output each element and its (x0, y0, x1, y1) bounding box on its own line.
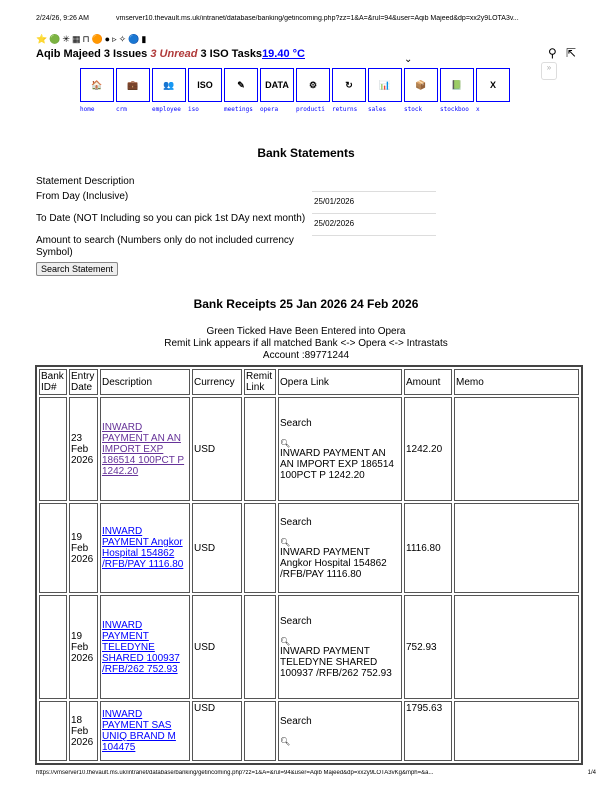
description-link[interactable]: INWARD PAYMENT TELEDYNE SHARED 100937 /RFB/262 752.93 (102, 619, 180, 675)
currency-cell: USD (192, 595, 242, 699)
unread-count[interactable]: 3 (150, 48, 157, 60)
nav-label[interactable]: crm (116, 106, 127, 113)
description-link[interactable]: INWARD PAYMENT AN AN IMPORT EXP 186514 100PCT P 1242.20 (102, 421, 185, 477)
footer-url: https://vmserver10.thevault.ms.uk/intranet/database/banking/getincoming.php?zz=1&A=&rul=94&user=Aqib Majeed&dp=xx2y9LOTA3vKg&mph=&a... (36, 770, 434, 776)
print-footer (36, 770, 596, 776)
user-name: Aqib Majeed (36, 48, 101, 60)
expand-icon[interactable]: » (541, 62, 557, 80)
table-row (39, 397, 579, 501)
receipts-table (35, 365, 583, 765)
col-entry-date: Entry Date (69, 369, 98, 395)
page-title: Bank Statements (257, 146, 355, 160)
nav-label[interactable]: stock (404, 106, 423, 113)
opera-link-cell (278, 595, 402, 699)
issues-link[interactable]: 3 Issues (103, 48, 148, 60)
bank-id-cell (39, 397, 67, 501)
description-label: Statement Description (36, 176, 135, 187)
description-link[interactable]: INWARD PAYMENT SAS UNIQ BRAND M 104475 (102, 709, 176, 753)
entry-date-cell: 23 Feb 2026 (69, 397, 98, 501)
search-link[interactable]: Search (280, 615, 312, 627)
note-green-ticked: Green Ticked Have Been Entered into Opera (206, 326, 406, 337)
col-remit-link: Remit Link (244, 369, 276, 395)
stock-icon[interactable]: 📦 (404, 68, 438, 102)
nav-item-employee[interactable] (152, 68, 186, 113)
nav-item-producti[interactable] (296, 68, 330, 113)
bank-id-cell (39, 701, 67, 761)
to-date-label: To Date (NOT Including so you can pick 1st DAy next month) (36, 213, 306, 224)
description-cell (100, 701, 190, 761)
nav-item-meetings[interactable] (224, 68, 258, 113)
description-cell (100, 503, 190, 593)
col-memo: Memo (454, 369, 579, 395)
description-link[interactable]: INWARD PAYMENT Angkor Hospital 154862 /RFB/PAY 1116.80 (102, 526, 184, 570)
amount-cell: 1116.80 (404, 503, 452, 593)
unread-label[interactable]: Unread (159, 48, 198, 60)
x-icon[interactable]: X (476, 68, 510, 102)
nav-item-iso[interactable] (188, 68, 222, 113)
nav-label[interactable]: stockboo (440, 106, 469, 113)
bank-id-cell (39, 503, 67, 593)
currency-cell: USD (192, 701, 242, 761)
amount-label: Amount to search (Numbers only do not included currency Symbol) (36, 235, 294, 258)
nav-label[interactable]: meetings (224, 106, 253, 113)
user-bar (36, 48, 305, 60)
receipts-title: Bank Receipts 25 Jan 2026 24 Feb 2026 (193, 297, 419, 311)
search-link[interactable]: Search (280, 417, 312, 429)
nav-label[interactable]: employee (152, 106, 181, 113)
nav-label[interactable]: sales (368, 106, 387, 113)
magnifier-icon[interactable]: 🔍︎ (280, 438, 291, 448)
col-amount: Amount (404, 369, 452, 395)
magnifier-icon[interactable]: 🔍︎ (280, 537, 291, 547)
from-day-label: From Day (Inclusive) (36, 191, 129, 202)
amount-cell: 1795.63 (404, 701, 452, 761)
description-cell (100, 595, 190, 699)
col-opera-link: Opera Link (278, 369, 402, 395)
magnifier-icon[interactable]: 🔍︎ (280, 737, 291, 746)
opera-text: INWARD PAYMENT AN AN IMPORT EXP 186514 100PCT P 1242.20 (280, 447, 394, 481)
search-link[interactable]: Search (280, 516, 312, 528)
remit-link-cell (244, 397, 276, 501)
iso-tasks-link[interactable]: 3 ISO Tasks (200, 48, 263, 60)
open-external-icon[interactable]: ⇱ (566, 46, 577, 60)
amount-input[interactable] (312, 235, 436, 254)
bookmark-icons: ⭐🟢✳▦⊓🟠●▹✧🔵▮ (36, 34, 149, 44)
bank-id-cell (39, 595, 67, 699)
search-statement-button[interactable]: Search Statement (36, 262, 118, 276)
stockboo-icon[interactable]: 📗 (440, 68, 474, 102)
nav-item-crm[interactable] (116, 68, 150, 113)
entry-date-cell: 19 Feb 2026 (69, 595, 98, 699)
search-icon[interactable]: ⚲ (548, 46, 557, 60)
nav-item-opera[interactable] (260, 68, 294, 113)
col-description: Description (100, 369, 190, 395)
nav-label[interactable]: x (476, 106, 480, 113)
opera-link-cell (278, 397, 402, 501)
entry-date-cell: 19 Feb 2026 (69, 503, 98, 593)
opera-link-cell (278, 701, 402, 761)
table-row (39, 503, 579, 593)
meetings-icon[interactable]: ✎ (224, 68, 258, 102)
memo-cell[interactable] (454, 503, 579, 593)
magnifier-icon[interactable]: 🔍︎ (280, 636, 291, 646)
temperature-link[interactable]: 19.40 °C (262, 48, 305, 60)
opera-text: INWARD PAYMENT Angkor Hospital 154862 /RFB/PAY 1116.80 (280, 546, 387, 580)
col-bank-id: Bank ID# (39, 369, 67, 395)
notes (0, 326, 612, 362)
entry-date-cell: 18 Feb 2026 (69, 701, 98, 761)
opera-link-cell (278, 503, 402, 593)
amount-cell: 1242.20 (404, 397, 452, 501)
nav-label[interactable]: producti (296, 106, 325, 113)
nav-bar (80, 68, 510, 113)
table-row (39, 701, 579, 761)
memo-cell[interactable] (454, 701, 579, 761)
currency-cell: USD (192, 397, 242, 501)
description-cell (100, 397, 190, 501)
note-remit-link: Remit Link appears if all matched Bank <-> Opera <-> Intrastats (164, 338, 448, 349)
nav-label[interactable]: opera (260, 106, 279, 113)
opera-icon[interactable]: DATA (260, 68, 294, 102)
chevron-down-icon[interactable]: ⌄ (404, 54, 413, 65)
account-number: Account :89771244 (262, 350, 350, 361)
crm-icon[interactable]: 💼 (116, 68, 150, 102)
producti-icon[interactable]: ⚙ (296, 68, 330, 102)
page-number: 1/4 (587, 770, 596, 776)
remit-link-cell (244, 701, 276, 761)
amount-cell: 752.93 (404, 595, 452, 699)
remit-link-cell (244, 503, 276, 593)
iso-icon[interactable]: ISO (188, 68, 222, 102)
nav-item-stockboo[interactable] (440, 68, 474, 113)
nav-item-stock[interactable] (404, 68, 438, 113)
home-icon[interactable]: 🏠 (80, 68, 114, 102)
print-url: vmserver10.thevault.ms.uk/intranet/database/banking/getincoming.php?zz=1&A=&rul=94&user=Aqib Majeed&dp=xx2y9LOTA3v... (116, 15, 519, 22)
nav-item-home[interactable] (80, 68, 114, 113)
search-link[interactable]: Search (280, 716, 312, 727)
sales-icon[interactable]: 📊 (368, 68, 402, 102)
col-currency: Currency (192, 369, 242, 395)
to-date-input[interactable] (312, 213, 436, 232)
nav-label[interactable]: returns (332, 106, 358, 113)
nav-label[interactable]: iso (188, 106, 199, 113)
employee-icon[interactable]: 👥 (152, 68, 186, 102)
memo-cell[interactable] (454, 397, 579, 501)
remit-link-cell (244, 595, 276, 699)
nav-label[interactable]: home (80, 106, 95, 113)
table-row (39, 595, 579, 699)
currency-cell: USD (192, 503, 242, 593)
from-day-input[interactable] (312, 191, 436, 210)
opera-text: INWARD PAYMENT TELEDYNE SHARED 100937 /RFB/262 752.93 (280, 645, 392, 679)
nav-item-x[interactable] (476, 68, 510, 113)
memo-cell[interactable] (454, 595, 579, 699)
returns-icon[interactable]: ↻ (332, 68, 366, 102)
nav-item-sales[interactable] (368, 68, 402, 113)
statement-form (36, 176, 436, 276)
nav-item-returns[interactable] (332, 68, 366, 113)
print-datetime: 2/24/26, 9:26 AM (36, 15, 89, 22)
